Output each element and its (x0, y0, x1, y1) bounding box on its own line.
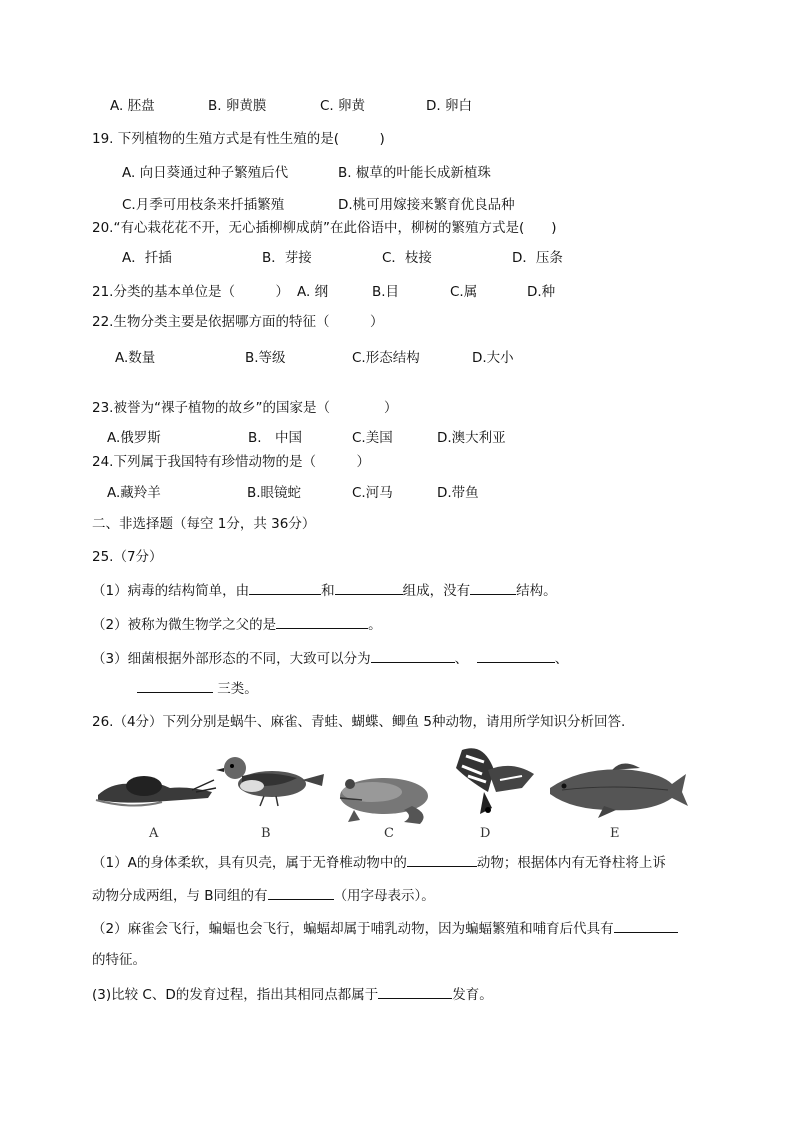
q24-option-b: B.眼镜蛇 (247, 485, 302, 501)
answer-blank[interactable] (407, 852, 477, 867)
q25-stem: 25.（7分） (92, 549, 163, 565)
q19-option-c: C.月季可用枝条来扦插繁殖 (122, 197, 285, 213)
q18-option-d: D. 卵白 (426, 98, 472, 114)
q26-part-3: (3)比较 C、D的发育过程，指出其相同点都属于 发育。 (92, 984, 734, 1005)
section-heading: 二、非选择题（每空 1分，共 36分） (92, 516, 316, 532)
q20-option-d: D．压条 (512, 250, 563, 266)
q25-part-3: （3）细菌根据外部形态的不同，大致可以分为 、 、 (92, 648, 734, 669)
q19-stem: 19. 下列植物的生殖方式是有性生殖的是( ) (92, 131, 385, 147)
q25-part-2: （2）被称为微生物学之父的是 。 (92, 614, 734, 635)
q20-option-a: A．扦插 (122, 250, 172, 266)
frog-illustration (340, 778, 428, 824)
q20-option-c: C．枝接 (382, 250, 432, 266)
q22-option-b: B.等级 (245, 350, 286, 366)
answer-blank[interactable] (614, 918, 678, 933)
animal-label-e: E (610, 826, 620, 841)
q21-option-c: C.属 (450, 284, 478, 300)
q25-part-3-cont: 三类。 (137, 678, 734, 699)
animal-illustrations (92, 740, 692, 840)
answer-blank[interactable] (249, 580, 321, 595)
q21-stem: 21.分类的基本单位是（ ） (92, 284, 289, 300)
answer-blank[interactable] (371, 648, 455, 663)
q22-option-a: A.数量 (115, 350, 156, 366)
answer-blank[interactable] (268, 885, 334, 900)
answer-blank[interactable] (470, 580, 516, 595)
answer-blank[interactable] (378, 984, 452, 999)
q26-part-2: （2）麻雀会飞行，蝙蝠也会飞行，蝙蝠却属于哺乳动物，因为蝙蝠繁殖和哺育后代具有 (92, 918, 734, 939)
animal-label-b: B (261, 826, 271, 841)
q23-option-a: A.俄罗斯 (107, 430, 161, 446)
q18-option-b: B. 卵黄膜 (208, 98, 267, 114)
butterfly-illustration (456, 748, 534, 814)
q18-option-c: C. 卵黄 (320, 98, 366, 114)
answer-blank[interactable] (335, 580, 403, 595)
q24-option-c: C.河马 (352, 485, 393, 501)
q21-option-a: A. 纲 (297, 284, 329, 300)
answer-blank[interactable] (276, 614, 368, 629)
q24-stem: 24.下列属于我国特有珍惜动物的是（ ） (92, 454, 370, 470)
fish-illustration (550, 763, 688, 818)
q26-part-1: （1）A的身体柔软，具有贝壳，属于无脊椎动物中的 动物；根据体内有无脊柱将上诉 (92, 852, 734, 873)
q19-option-a: A. 向日葵通过种子繁殖后代 (122, 165, 289, 181)
q23-option-b: B. 中国 (248, 430, 303, 446)
q21-option-d: D.种 (527, 284, 556, 300)
q23-option-d: D.澳大利亚 (437, 430, 506, 446)
q22-stem: 22.生物分类主要是依据哪方面的特征（ ） (92, 314, 384, 330)
q24-option-d: D.带鱼 (437, 485, 479, 501)
answer-blank[interactable] (137, 678, 213, 693)
q23-stem: 23.被誉为“裸子植物的故乡”的国家是（ ） (92, 400, 398, 416)
q21-option-b: B.目 (372, 284, 400, 300)
answer-blank[interactable] (477, 648, 555, 663)
animal-label-d: D (480, 826, 491, 841)
q19-option-d: D.桃可用嫁接来繁育优良品种 (338, 197, 515, 213)
q22-option-c: C.形态结构 (352, 350, 420, 366)
animal-label-a: A (149, 826, 159, 841)
q19-option-b: B. 椒草的叶能长成新植珠 (338, 165, 491, 181)
animal-label-c: C (384, 826, 394, 841)
sparrow-illustration (216, 757, 324, 806)
q22-option-d: D.大小 (472, 350, 514, 366)
q24-option-a: A.藏羚羊 (107, 485, 161, 501)
q20-stem: 20.“有心栽花花不开，无心插柳柳成荫”在此俗语中，柳树的繁殖方式是( ) (92, 220, 557, 236)
q20-option-b: B．芽接 (262, 250, 312, 266)
q26-part-1-cont: 动物分成两组，与 B同组的有 （用字母表示）。 (92, 885, 734, 906)
q25-part-1: （1）病毒的结构简单，由 和 组成，没有 结构。 (92, 580, 734, 601)
q26-part-2-cont: 的特征。 (92, 952, 146, 968)
snail-illustration (96, 776, 216, 806)
q18-option-a: A. 胚盘 (110, 98, 155, 114)
q23-option-c: C.美国 (352, 430, 393, 446)
q26-stem: 26.（4分）下列分别是蜗牛、麻雀、青蛙、蝴蝶、鲫鱼 5种动物，请用所学知识分析回答. (92, 714, 626, 730)
